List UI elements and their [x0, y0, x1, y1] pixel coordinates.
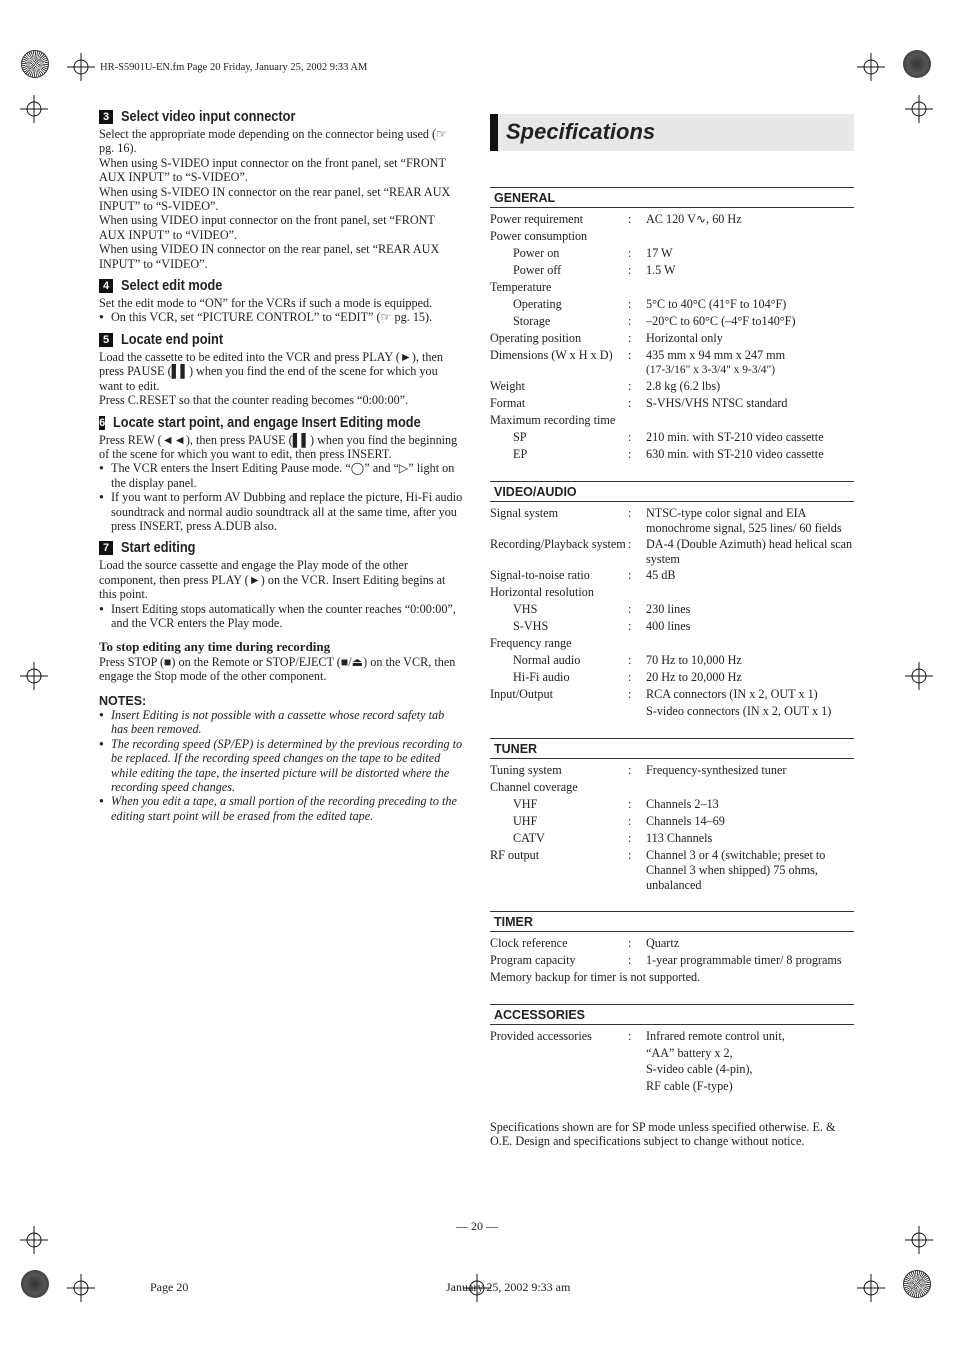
registration-mark-icon — [463, 1274, 491, 1302]
spec-label: Temperature — [490, 280, 552, 294]
registration-mark-icon — [20, 95, 48, 123]
spec-row: Input/Output : RCA connectors (IN x 2, OUT x 1) S-video connectors (IN x 2, OUT x 1) — [490, 686, 854, 720]
spec-row: CATV : 113 Channels — [490, 830, 854, 847]
step-text: Set the edit mode to “ON” for the VCRs if such a mode is equipped. — [99, 296, 433, 311]
spec-value: 400 lines — [646, 619, 691, 633]
step-title: Start editing — [121, 540, 196, 557]
spec-value: Channels 2–13 — [646, 797, 719, 811]
spec-label: Power consumption — [490, 229, 588, 243]
registration-mark-icon — [20, 1226, 48, 1254]
spec-label: S-VHS — [513, 619, 549, 633]
spec-row: Clock reference : Quartz — [490, 935, 854, 952]
spec-value: Channels 14–69 — [646, 814, 725, 828]
spec-row: Normal audio : 70 Hz to 10,000 Hz — [490, 652, 854, 669]
spec-label: Normal audio — [513, 653, 581, 667]
spec-row — [490, 412, 854, 429]
spec-label: Format — [490, 396, 526, 410]
timer-note: Memory backup for timer is not supported. — [490, 970, 701, 984]
notes-heading: NOTES: — [99, 693, 147, 708]
spec-value: Horizontal only — [646, 331, 723, 345]
spec-label: Tuning system — [490, 763, 562, 777]
stop-text: Press STOP (■) on the Remote or STOP/EJECT (■/⏏) on the VCR, then engage the Stop mode of the other component. — [99, 654, 456, 684]
spec-row: Power off : 1.5 W — [490, 262, 854, 279]
spec-section-accessories — [490, 1004, 854, 1094]
spec-label: Operating position — [490, 331, 582, 345]
spec-label: Provided accessories — [490, 1029, 592, 1043]
spec-row — [490, 228, 854, 245]
footer-page-label: Page 20 — [150, 1280, 189, 1294]
spec-row: VHS : 230 lines — [490, 601, 854, 618]
registration-mark-icon — [905, 662, 933, 690]
spec-value: Channel 3 or 4 (switchable; preset to Channel 3 when shipped) 75 ohms, unbalanced — [646, 848, 826, 892]
spec-row — [490, 779, 854, 796]
spec-row: VHF : Channels 2–13 — [490, 796, 854, 813]
step-number: 5 — [99, 333, 113, 347]
spec-row: Power on : 17 W — [490, 245, 854, 262]
step-title: Select video input connector — [121, 109, 296, 125]
footer-date-label: January 25, 2002 9:33 am — [446, 1280, 571, 1294]
spec-label: RF output — [490, 848, 540, 862]
color-target-light-icon — [21, 50, 49, 78]
color-target-dark-icon — [21, 1270, 49, 1298]
spec-label: Signal system — [490, 506, 559, 520]
spec-value: S-VHS/VHS NTSC standard — [646, 396, 788, 410]
spec-row: Tuning system : Frequency-synthesized tuner — [490, 762, 854, 779]
color-target-dark-icon — [903, 50, 931, 78]
section-heading: TUNER — [490, 738, 854, 759]
spec-label: Horizontal resolution — [490, 585, 594, 599]
spec-row: S-VHS : 400 lines — [490, 618, 854, 635]
spec-row: EP : 630 min. with ST-210 video cassette — [490, 446, 854, 463]
spec-section-tuner — [490, 738, 854, 893]
spec-value: 1-year programmable timer/ 8 programs — [646, 953, 842, 967]
spec-label: Dimensions (W x H x D) — [490, 348, 613, 362]
step-text: When using S-VIDEO input connector on the front panel, set “FRONT AUX INPUT” to “S-VIDEO”. — [99, 155, 446, 185]
spec-row — [490, 584, 854, 601]
spec-label: UHF — [513, 814, 538, 828]
step-bullet: ● If you want to perform AV Dubbing and replace the picture, Hi-Fi audio soundtrack and normal audio soundtrack all at the same time, after you press INSERT, press A.DUB also. — [99, 490, 463, 533]
spec-row: Operating : 5°C to 40°C (41°F to 104°F) — [490, 296, 854, 313]
spec-label: Hi-Fi audio — [513, 670, 570, 684]
spec-footnote: Specifications shown are for SP mode unless specified otherwise. E. & O.E. Design and specifications subject to change without notice. — [490, 1120, 836, 1149]
step-bullet: ● On this VCR, set “PICTURE CONTROL” to “EDIT” (☞ pg. 15). — [99, 310, 463, 324]
spec-label: Frequency range — [490, 636, 572, 650]
spec-section-timer — [490, 911, 854, 986]
step-text: Load the cassette to be edited into the VCR and press PLAY (►), then press PAUSE (▌▌) when you find the end of the scene for which you want to edit. — [99, 349, 443, 393]
page-number: — 20 — — [456, 1219, 498, 1233]
spec-label: Power off — [513, 263, 562, 277]
spec-value: 45 dB — [646, 568, 676, 582]
spec-value: 20 Hz to 20,000 Hz — [646, 670, 742, 684]
registration-mark-icon — [857, 1274, 885, 1302]
spec-label: Recording/Playback system — [490, 537, 626, 551]
registration-mark-icon — [905, 95, 933, 123]
step-title: Locate end point — [121, 331, 224, 348]
step-text: When using S-VIDEO IN connector on the rear panel, set “REAR AUX INPUT” to “S-VIDEO”. — [99, 184, 451, 214]
step-title: Select edit mode — [121, 278, 223, 295]
spec-title-bar — [490, 114, 854, 151]
registration-mark-icon — [67, 1274, 95, 1302]
spec-row: Weight : 2.8 kg (6.2 lbs) — [490, 378, 854, 395]
spec-section-video-audio — [490, 481, 854, 720]
step-text: Select the appropriate mode depending on the connector being used (☞ pg. 16). — [99, 127, 447, 156]
spec-row: Provided accessories : Infrared remote control unit, “AA” battery x 2, S-video cable (4-pin), RF cable (F-type) — [490, 1028, 854, 1094]
section-heading: GENERAL — [490, 187, 854, 208]
specifications — [490, 114, 854, 1149]
spec-row: Dimensions (W x H x D) : 435 mm x 94 mm x 247 mm (17-3/16" x 3-3/4" x 9-3/4") — [490, 347, 854, 378]
spec-row: UHF : Channels 14–69 — [490, 813, 854, 830]
step-title: Locate start point, and engage Insert Editing mode — [113, 414, 422, 431]
spec-row: Format : S-VHS/VHS NTSC standard — [490, 395, 854, 412]
spec-value: –20°C to 60°C (–4°F to140°F) — [646, 314, 796, 328]
note-item: ● When you edit a tape, a small portion of the recording preceding to the editing start point will be erased from the edited tape. — [99, 794, 463, 823]
spec-value: 5°C to 40°C (41°F to 104°F) — [646, 297, 787, 311]
page-title: Specifications — [506, 119, 656, 145]
spec-label: Program capacity — [490, 953, 576, 967]
step-5 — [99, 331, 463, 408]
step-7 — [99, 539, 463, 630]
spec-label: CATV — [513, 831, 545, 845]
spec-value: S-video connectors (IN x 2, OUT x 1) — [646, 704, 832, 718]
spec-row: RF output : Channel 3 or 4 (switchable; preset to Channel 3 when shipped) 75 ohms, unbalanced — [490, 847, 854, 893]
section-heading: ACCESSORIES — [490, 1004, 854, 1025]
step-bullet: ● Insert Editing stops automatically when the counter reaches “0:00:00”, and the VCR enters the Play mode. — [99, 602, 463, 631]
spec-label: Storage — [513, 314, 551, 328]
spec-value: 17 W — [646, 246, 673, 260]
spec-value: 435 mm x 94 mm x 247 mm — [646, 348, 786, 362]
spec-value: Frequency-synthesized tuner — [646, 763, 787, 777]
step-text: Load the source cassette and engage the Play mode of the other component, then press PLAY (►) on the VCR. Insert Editing begins at this point. — [99, 558, 446, 602]
step-bullet: ● The VCR enters the Insert Editing Pause mode. “◯” and “▷” light on the display panel. — [99, 461, 463, 490]
step-6 — [99, 414, 463, 534]
spec-row: Power requirement : AC 120 V∿, 60 Hz — [490, 211, 854, 228]
spec-value: 630 min. with ST-210 video cassette — [646, 447, 824, 461]
spec-value: 230 lines — [646, 602, 691, 616]
spec-label: VHF — [513, 797, 538, 811]
color-target-light-icon — [903, 1270, 931, 1298]
spec-value: 1.5 W — [646, 263, 676, 277]
spec-label: Input/Output — [490, 687, 553, 701]
step-4 — [99, 277, 463, 325]
registration-mark-icon — [20, 662, 48, 690]
step-number: 7 — [99, 541, 113, 555]
editing-instructions — [99, 108, 463, 823]
registration-mark-icon — [905, 1226, 933, 1254]
spec-value: 210 min. with ST-210 video cassette — [646, 430, 824, 444]
spec-row: Program capacity : 1-year programmable timer/ 8 programs — [490, 952, 854, 969]
spec-row: Signal-to-noise ratio : 45 dB — [490, 567, 854, 584]
accessory-item: “AA” battery x 2, — [646, 1045, 733, 1060]
file-header: HR-S5901U-EN.fm Page 20 Friday, January 25, 2002 9:33 AM — [100, 62, 368, 73]
spec-label: SP — [513, 430, 527, 444]
spec-label: Maximum recording time — [490, 413, 616, 427]
registration-mark-icon — [67, 53, 95, 81]
spec-row: Hi-Fi audio : 20 Hz to 20,000 Hz — [490, 669, 854, 686]
spec-value: 113 Channels — [646, 831, 713, 845]
spec-section-general — [490, 187, 854, 463]
stop-heading: To stop editing any time during recording — [99, 639, 331, 655]
spec-label: Power requirement — [490, 212, 584, 226]
step-text: Press C.RESET so that the counter reading becomes “0:00:00”. — [99, 393, 409, 408]
step-3 — [99, 108, 463, 271]
spec-row — [490, 279, 854, 296]
step-number: 4 — [99, 279, 113, 293]
note-item: ● The recording speed (SP/EP) is determined by the previous recording to be replaced. If the recording speed changes on the tape to be edited while editing the tape, the inserted picture will be distorted where the recording speed changes. — [99, 737, 463, 795]
spec-label: Channel coverage — [490, 780, 578, 794]
step-number: 3 — [99, 110, 113, 124]
step-number: 6 — [99, 416, 106, 429]
spec-row: Signal system : NTSC-type color signal and EIA monochrome signal, 525 lines/ 60 fields — [490, 505, 854, 536]
accessory-item: Infrared remote control unit, — [646, 1029, 785, 1043]
spec-value: Quartz — [646, 936, 680, 950]
spec-row — [490, 635, 854, 652]
step-text: When using VIDEO input connector on the front panel, set “FRONT AUX INPUT” to “VIDEO”. — [99, 213, 435, 242]
title-stripe — [490, 114, 498, 151]
spec-value: (17-3/16" x 3-3/4" x 9-3/4") — [646, 364, 776, 376]
spec-value: 2.8 kg (6.2 lbs) — [646, 379, 721, 393]
section-heading: TIMER — [490, 911, 854, 932]
step-text: Press REW (◄◄), then press PAUSE (▌▌) when you find the beginning of the scene for which you want to edit, then press INSERT. — [99, 432, 458, 461]
spec-value: RCA connectors (IN x 2, OUT x 1) — [646, 687, 818, 701]
spec-row: Recording/Playback system : DA-4 (Double Azimuth) head helical scan system — [490, 537, 853, 566]
spec-label: Clock reference — [490, 936, 568, 950]
accessory-item: RF cable (F-type) — [646, 1078, 733, 1093]
spec-row: Storage : –20°C to 60°C (–4°F to140°F) — [490, 313, 854, 330]
accessory-item: S-video cable (4-pin), — [646, 1062, 753, 1076]
spec-value: 70 Hz to 10,000 Hz — [646, 653, 742, 667]
section-heading: VIDEO/AUDIO — [490, 481, 854, 502]
spec-value: DA-4 (Double Azimuth) head helical scan system — [646, 537, 853, 566]
spec-row: Operating position : Horizontal only — [490, 330, 854, 347]
registration-mark-icon — [857, 53, 885, 81]
spec-label: Operating — [513, 297, 562, 311]
spec-label: Weight — [490, 379, 525, 393]
spec-label: EP — [513, 447, 528, 461]
step-text: When using VIDEO IN connector on the rear panel, set “REAR AUX INPUT” to “VIDEO”. — [99, 242, 440, 271]
spec-label: Signal-to-noise ratio — [490, 568, 590, 582]
note-item: ● Insert Editing is not possible with a cassette whose record safety tab has been removed. — [99, 708, 463, 737]
spec-row: SP : 210 min. with ST-210 video cassette — [490, 429, 854, 446]
spec-value: NTSC-type color signal and EIA monochrome signal, 525 lines/ 60 fields — [646, 506, 842, 535]
spec-value: AC 120 V∿, 60 Hz — [646, 212, 742, 226]
spec-label: Power on — [513, 246, 560, 260]
spec-label: VHS — [513, 602, 538, 616]
